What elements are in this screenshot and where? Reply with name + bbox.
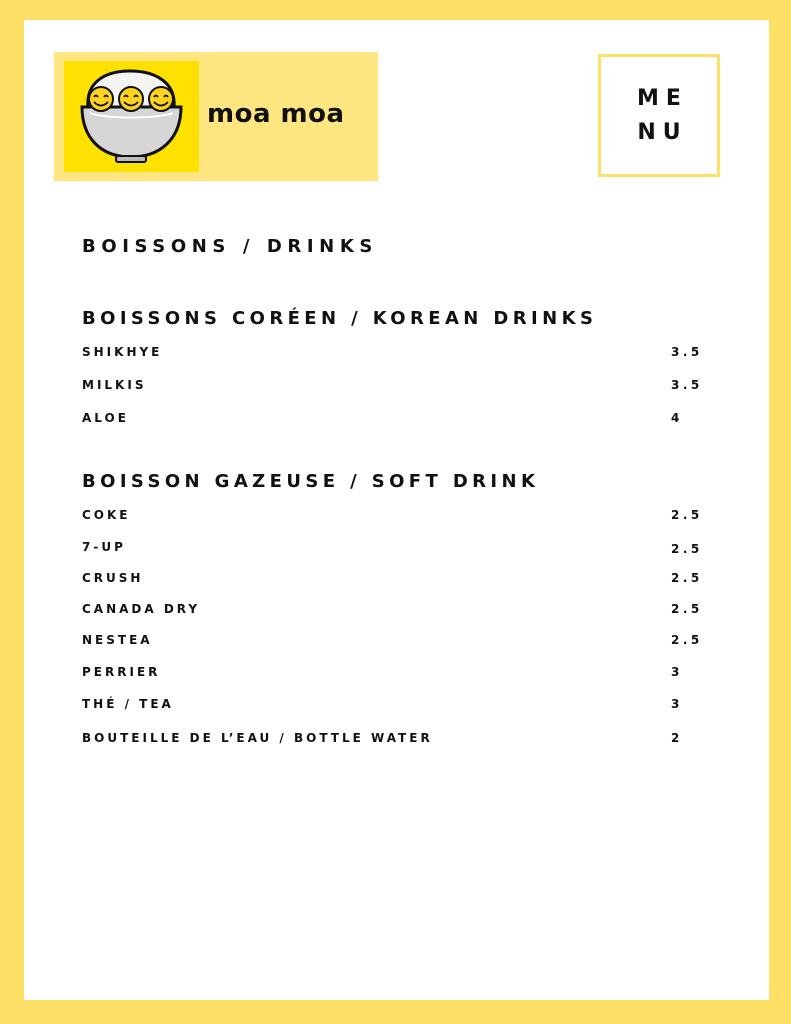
- menu-item: [82, 411, 702, 429]
- item-name: BOUTEILLE DE L’EAU / BOTTLE WATER: [82, 731, 433, 745]
- page-title: BOISSONS / DRINKS: [82, 236, 378, 257]
- menu-badge-line-1: ME: [637, 85, 688, 111]
- menu-item: [82, 633, 702, 651]
- item-price: 2.5: [671, 602, 703, 616]
- brand-name: moa moa: [207, 99, 345, 129]
- item-price: 2.5: [671, 508, 703, 522]
- item-name: CRUSH: [82, 571, 144, 585]
- item-price: 2.5: [671, 633, 703, 647]
- menu-item: [82, 697, 702, 715]
- menu-page: [24, 20, 769, 1000]
- logo-banner: [54, 52, 378, 181]
- item-price: 4: [671, 411, 683, 425]
- menu-item: [82, 378, 702, 396]
- item-name: ALOE: [82, 411, 129, 425]
- menu-item: [82, 665, 702, 683]
- menu-item: [82, 345, 702, 363]
- rice-bowl-smiley-icon: [64, 61, 199, 172]
- section-heading-soft-drinks: BOISSON GAZEUSE / SOFT DRINK: [82, 471, 540, 492]
- item-name: COKE: [82, 508, 131, 522]
- menu-item: [82, 540, 702, 558]
- item-name: PERRIER: [82, 665, 161, 679]
- item-name: THÉ / TEA: [82, 697, 174, 711]
- menu-badge-line-2: NU: [637, 119, 688, 145]
- item-price: 3.5: [671, 345, 703, 359]
- item-price: 3.5: [671, 378, 703, 392]
- menu-item: [82, 508, 702, 526]
- item-name: MILKIS: [82, 378, 147, 392]
- item-name: SHIKHYE: [82, 345, 163, 359]
- item-price: 2.5: [671, 542, 703, 556]
- menu-item: [82, 602, 702, 620]
- item-name: CANADA DRY: [82, 602, 201, 616]
- item-price: 3: [671, 697, 683, 711]
- menu-item: [82, 571, 702, 589]
- menu-badge: [598, 54, 720, 177]
- item-name: 7-UP: [82, 540, 126, 554]
- section-heading-korean-drinks: BOISSONS CORÉEN / KOREAN DRINKS: [82, 308, 598, 329]
- menu-item: [82, 731, 702, 749]
- item-name: NESTEA: [82, 633, 153, 647]
- item-price: 3: [671, 665, 683, 679]
- item-price: 2.5: [671, 571, 703, 585]
- item-price: 2: [671, 731, 683, 745]
